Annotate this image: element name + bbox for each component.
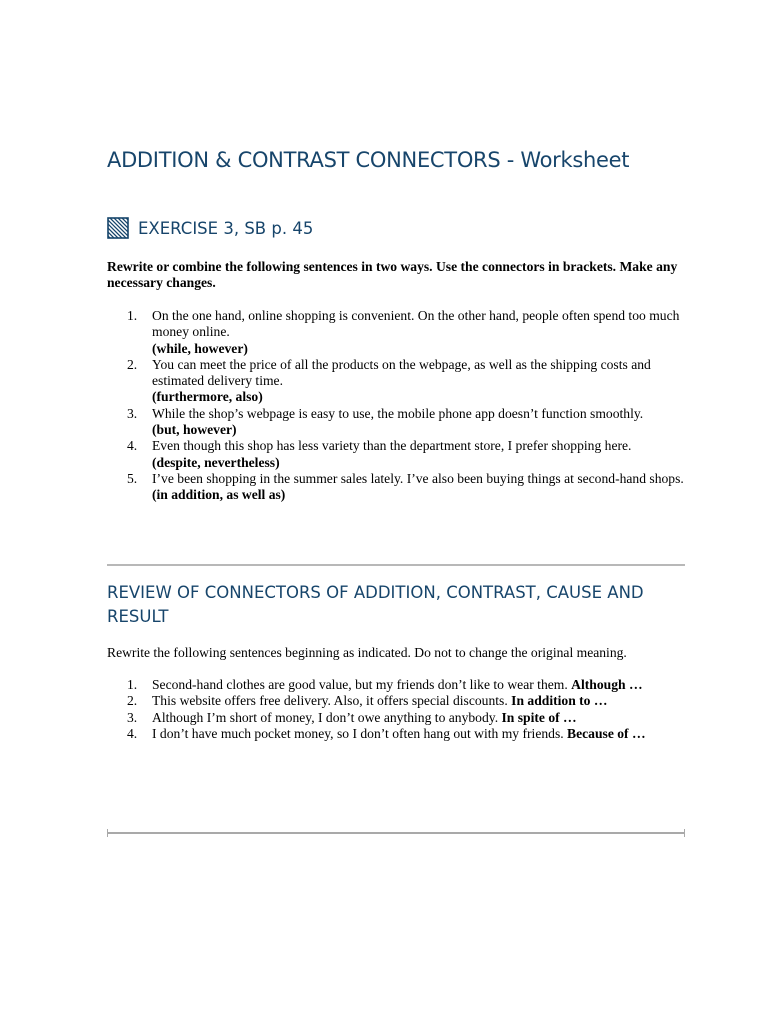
item-number: 4. xyxy=(127,438,138,454)
item-connectors: (in addition, as well as) xyxy=(152,487,286,503)
item-text: Second-hand clothes are good value, but my friends don’t like to wear them. xyxy=(152,677,568,692)
item-number: 1. xyxy=(127,308,138,323)
bottom-divider xyxy=(107,832,685,834)
item-text: While the shop’s webpage is easy to use, the mobile phone app doesn’t function smoothly. xyxy=(152,405,644,421)
item-connectors: (despite, nevertheless) xyxy=(152,454,280,470)
list-item xyxy=(107,693,687,709)
item-text: This website offers free delivery. Also, it offers special discounts. xyxy=(152,693,508,709)
review-instruction: Rewrite the following sentences beginning as indicated. Do not to change the original meaning. xyxy=(107,645,627,660)
item-text: I’ve been shopping in the summer sales lately. I’ve also been buying things at second-hand shops. xyxy=(152,470,684,486)
item-hint: Because of … xyxy=(567,725,646,741)
item-number: 3. xyxy=(127,709,138,725)
review-heading: REVIEW OF CONNECTORS OF ADDITION, CONTRAST, CAUSE AND RESULT xyxy=(107,583,644,626)
exercise-heading xyxy=(107,217,313,239)
item-number: 5. xyxy=(127,470,138,486)
section-divider xyxy=(107,564,685,566)
list-item xyxy=(107,471,687,504)
exercise-heading-text: EXERCISE 3, SB p. 45 xyxy=(138,218,314,238)
exercise-instruction: Rewrite or combine the following sentences in two ways. Use the connectors in brackets. Make any necessary changes. xyxy=(107,259,678,290)
list-item xyxy=(107,710,687,726)
item-number: 3. xyxy=(127,405,138,421)
item-number: 2. xyxy=(127,356,138,372)
item-hint: In addition to … xyxy=(511,693,608,709)
review-list xyxy=(107,677,687,742)
item-text: I don’t have much pocket money, so I don’t often hang out with my friends. xyxy=(152,725,564,741)
page-title: ADDITION & CONTRAST CONNECTORS - Worksheet xyxy=(107,148,630,172)
hatched-square-icon xyxy=(107,217,129,239)
item-text: Although I’m short of money, I don’t owe anything to anybody. xyxy=(152,709,499,725)
list-item xyxy=(107,406,687,439)
item-connectors: (furthermore, also) xyxy=(152,389,263,405)
item-connectors: (while, however) xyxy=(152,340,248,356)
item-text: Even though this shop has less variety than the department store, I prefer shopping here. xyxy=(152,438,632,454)
item-hint: In spite of … xyxy=(501,709,577,725)
bottom-divider-right-cap xyxy=(684,829,685,837)
list-item xyxy=(107,438,687,471)
item-hint: Although … xyxy=(571,677,643,692)
item-number: 2. xyxy=(127,693,138,709)
item-number: 1. xyxy=(127,677,138,692)
list-item xyxy=(107,726,687,742)
item-text: You can meet the price of all the products on the webpage, as well as the shipping costs and estimated delivery time. xyxy=(152,356,651,389)
item-text: On the one hand, online shopping is convenient. On the other hand, people often spend too much money online. xyxy=(152,308,680,340)
list-item xyxy=(107,677,687,693)
list-item xyxy=(107,357,687,406)
list-item xyxy=(107,308,687,357)
exercise-list xyxy=(107,308,687,504)
item-connectors: (but, however) xyxy=(152,422,237,438)
item-number: 4. xyxy=(127,725,138,741)
bottom-divider-left-cap xyxy=(107,829,108,837)
